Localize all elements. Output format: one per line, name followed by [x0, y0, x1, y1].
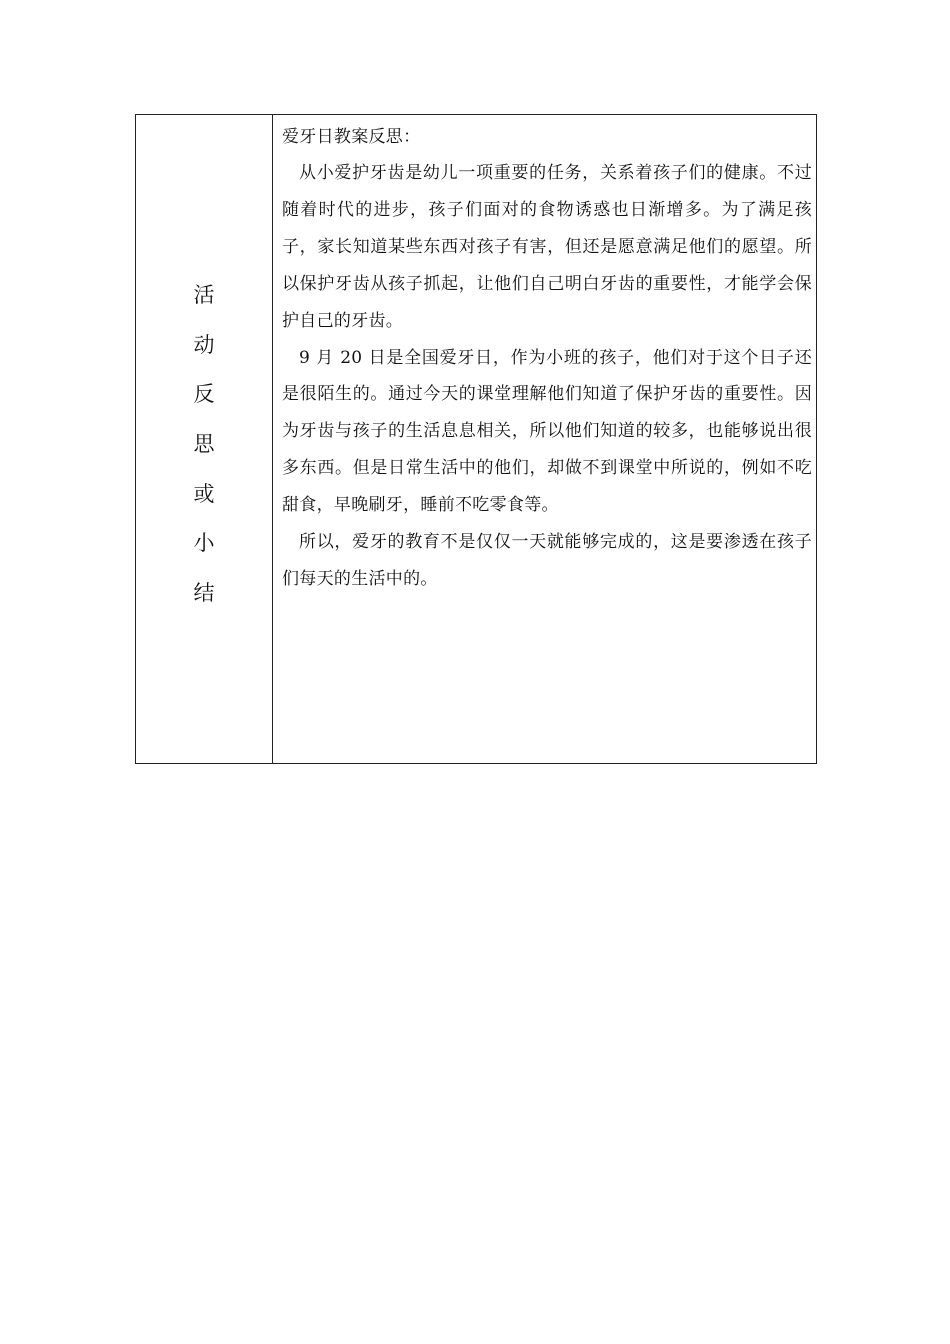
row-label-char: 思: [193, 432, 215, 457]
row-label-char: 结: [193, 581, 215, 606]
reflection-content-cell: [273, 115, 816, 763]
row-label-char: 小: [193, 531, 215, 556]
row-label-char: 活: [193, 283, 215, 307]
row-label-cell: [136, 115, 273, 763]
reflection-paragraph: 所以，爱牙的教育不是仅仅一天就能够完成的，这是要渗透在孩子们每天的生活中的。: [282, 532, 812, 589]
row-label-char: 或: [193, 481, 215, 506]
reflection-paragraph: 从小爱护牙齿是幼儿一项重要的任务，关系着孩子们的健康。不过随着时代的进步，孩子们面对的食物诱惑也日渐增多。为了满足孩子，家长知道某些东西对孩子有害，但还是愿意满足他们的愿望。所以保护牙齿从孩子抓起，让他们自己明白牙齿的重要性，才能学会保护自己的牙齿。: [282, 163, 812, 331]
reflection-heading: 爱牙日教案反思：: [282, 127, 421, 147]
row-label-char: 反: [193, 382, 215, 407]
row-label-char: 动: [193, 332, 215, 357]
reflection-table: [135, 114, 817, 764]
reflection-paragraph: 9 月 20 日是全国爱牙日，作为小班的孩子，他们对于这个日子还是很陌生的。通过今天的课堂理解他们知道了保护牙齿的重要性。因为牙齿与孩子的生活息息相关，所以他们知道的较多，也能够说出很多东西。但是日常生活中的他们，却做不到课堂中所说的，例如不吃甜食，早晚刷牙，睡前不吃零食等。: [282, 347, 812, 516]
row-label: [136, 271, 272, 619]
